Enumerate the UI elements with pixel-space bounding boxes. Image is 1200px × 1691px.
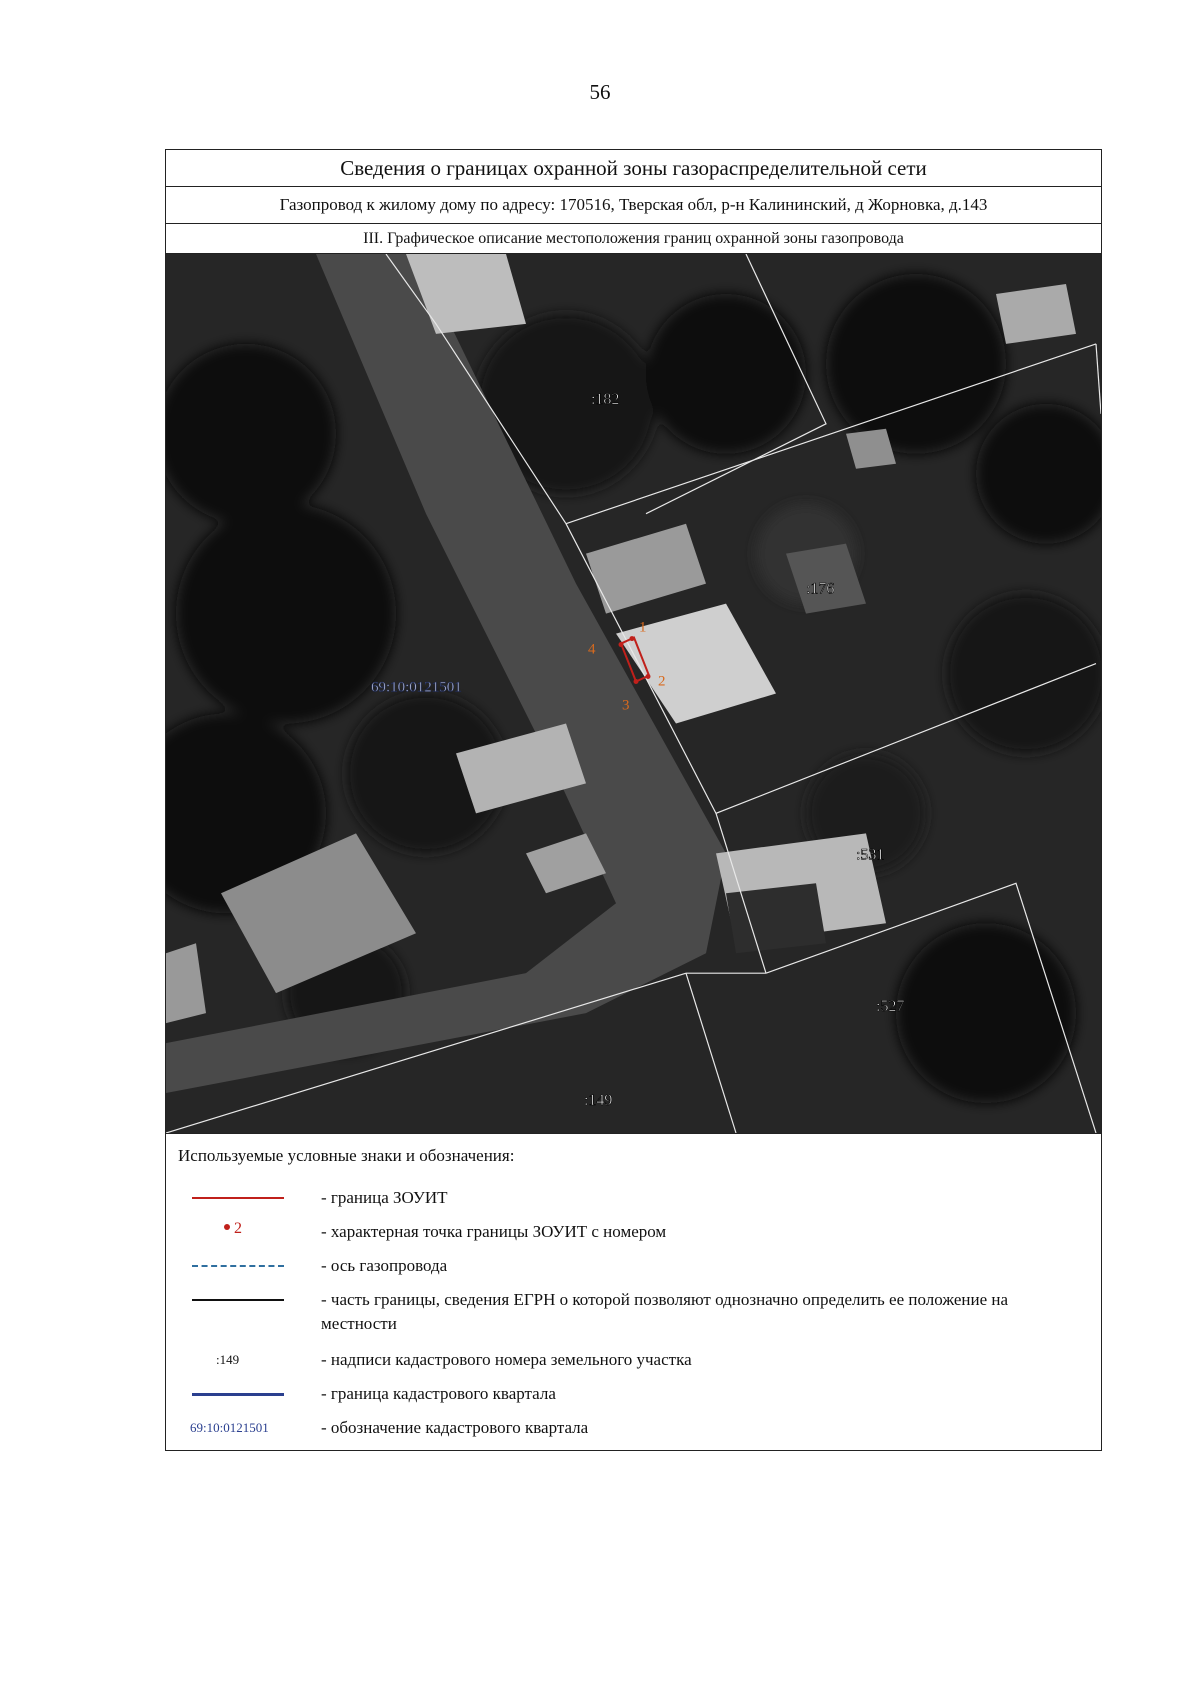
boundary-point-2: 2: [658, 673, 666, 690]
boundary-point-3: 3: [622, 697, 630, 714]
boundary-point-1: 1: [639, 619, 647, 636]
parcel-label-symbol: [186, 1348, 306, 1372]
parcel-label-149: :149: [584, 1092, 613, 1110]
document-title: Сведения о границах охранной зоны газораспределительной сети: [166, 150, 1101, 187]
symbol-text: 69:10:0121501: [190, 1420, 269, 1435]
boundary-point-4: 4: [588, 641, 596, 658]
legend-text: - часть границы, сведения ЕГРН о которой позволяют однозначно определить ее положение на местности: [321, 1290, 1009, 1333]
legend-text: - граница кадастрового квартала: [321, 1384, 556, 1403]
page-number: 56: [589, 80, 611, 104]
object-description: Газопровод к жилому дому по адресу: 170516, Тверская обл, р-н Калининский, д Жорновка, д.143: [166, 187, 1101, 224]
legend-text: - ось газопровода: [321, 1256, 448, 1275]
red-point-symbol: [186, 1220, 306, 1244]
red-line-symbol: [186, 1186, 306, 1210]
aerial-map-canvas: [166, 254, 1101, 1133]
legend-title: Используемые условные знаки и обозначения:: [178, 1146, 515, 1165]
legend-text: - обозначение кадастрового квартала: [321, 1418, 589, 1437]
navy-line-symbol: [186, 1382, 306, 1406]
legend-text: - надписи кадастрового номера земельного участка: [321, 1350, 692, 1369]
point-number: 2: [234, 1220, 242, 1237]
quarter-label-symbol: [186, 1416, 306, 1440]
legend-text: - характерная точка границы ЗОУИТ с номером: [321, 1222, 667, 1241]
parcel-label-527: :527: [876, 998, 905, 1016]
black-line-symbol: [186, 1288, 306, 1312]
parcel-label-182: :182: [591, 390, 620, 408]
symbol-text: :149: [216, 1352, 240, 1367]
parcel-label-531: :531: [856, 846, 885, 864]
aerial-map: [166, 254, 1101, 1134]
legend-text: - граница ЗОУИТ: [321, 1188, 448, 1207]
quarter-label: 69:10:0121501: [371, 679, 462, 696]
parcel-label-176: :176: [806, 580, 835, 598]
document-frame: [165, 149, 1102, 1451]
section-heading: III. Графическое описание местоположения границ охранной зоны газопровода: [166, 224, 1101, 254]
blue-dashed-line-symbol: [186, 1254, 306, 1278]
